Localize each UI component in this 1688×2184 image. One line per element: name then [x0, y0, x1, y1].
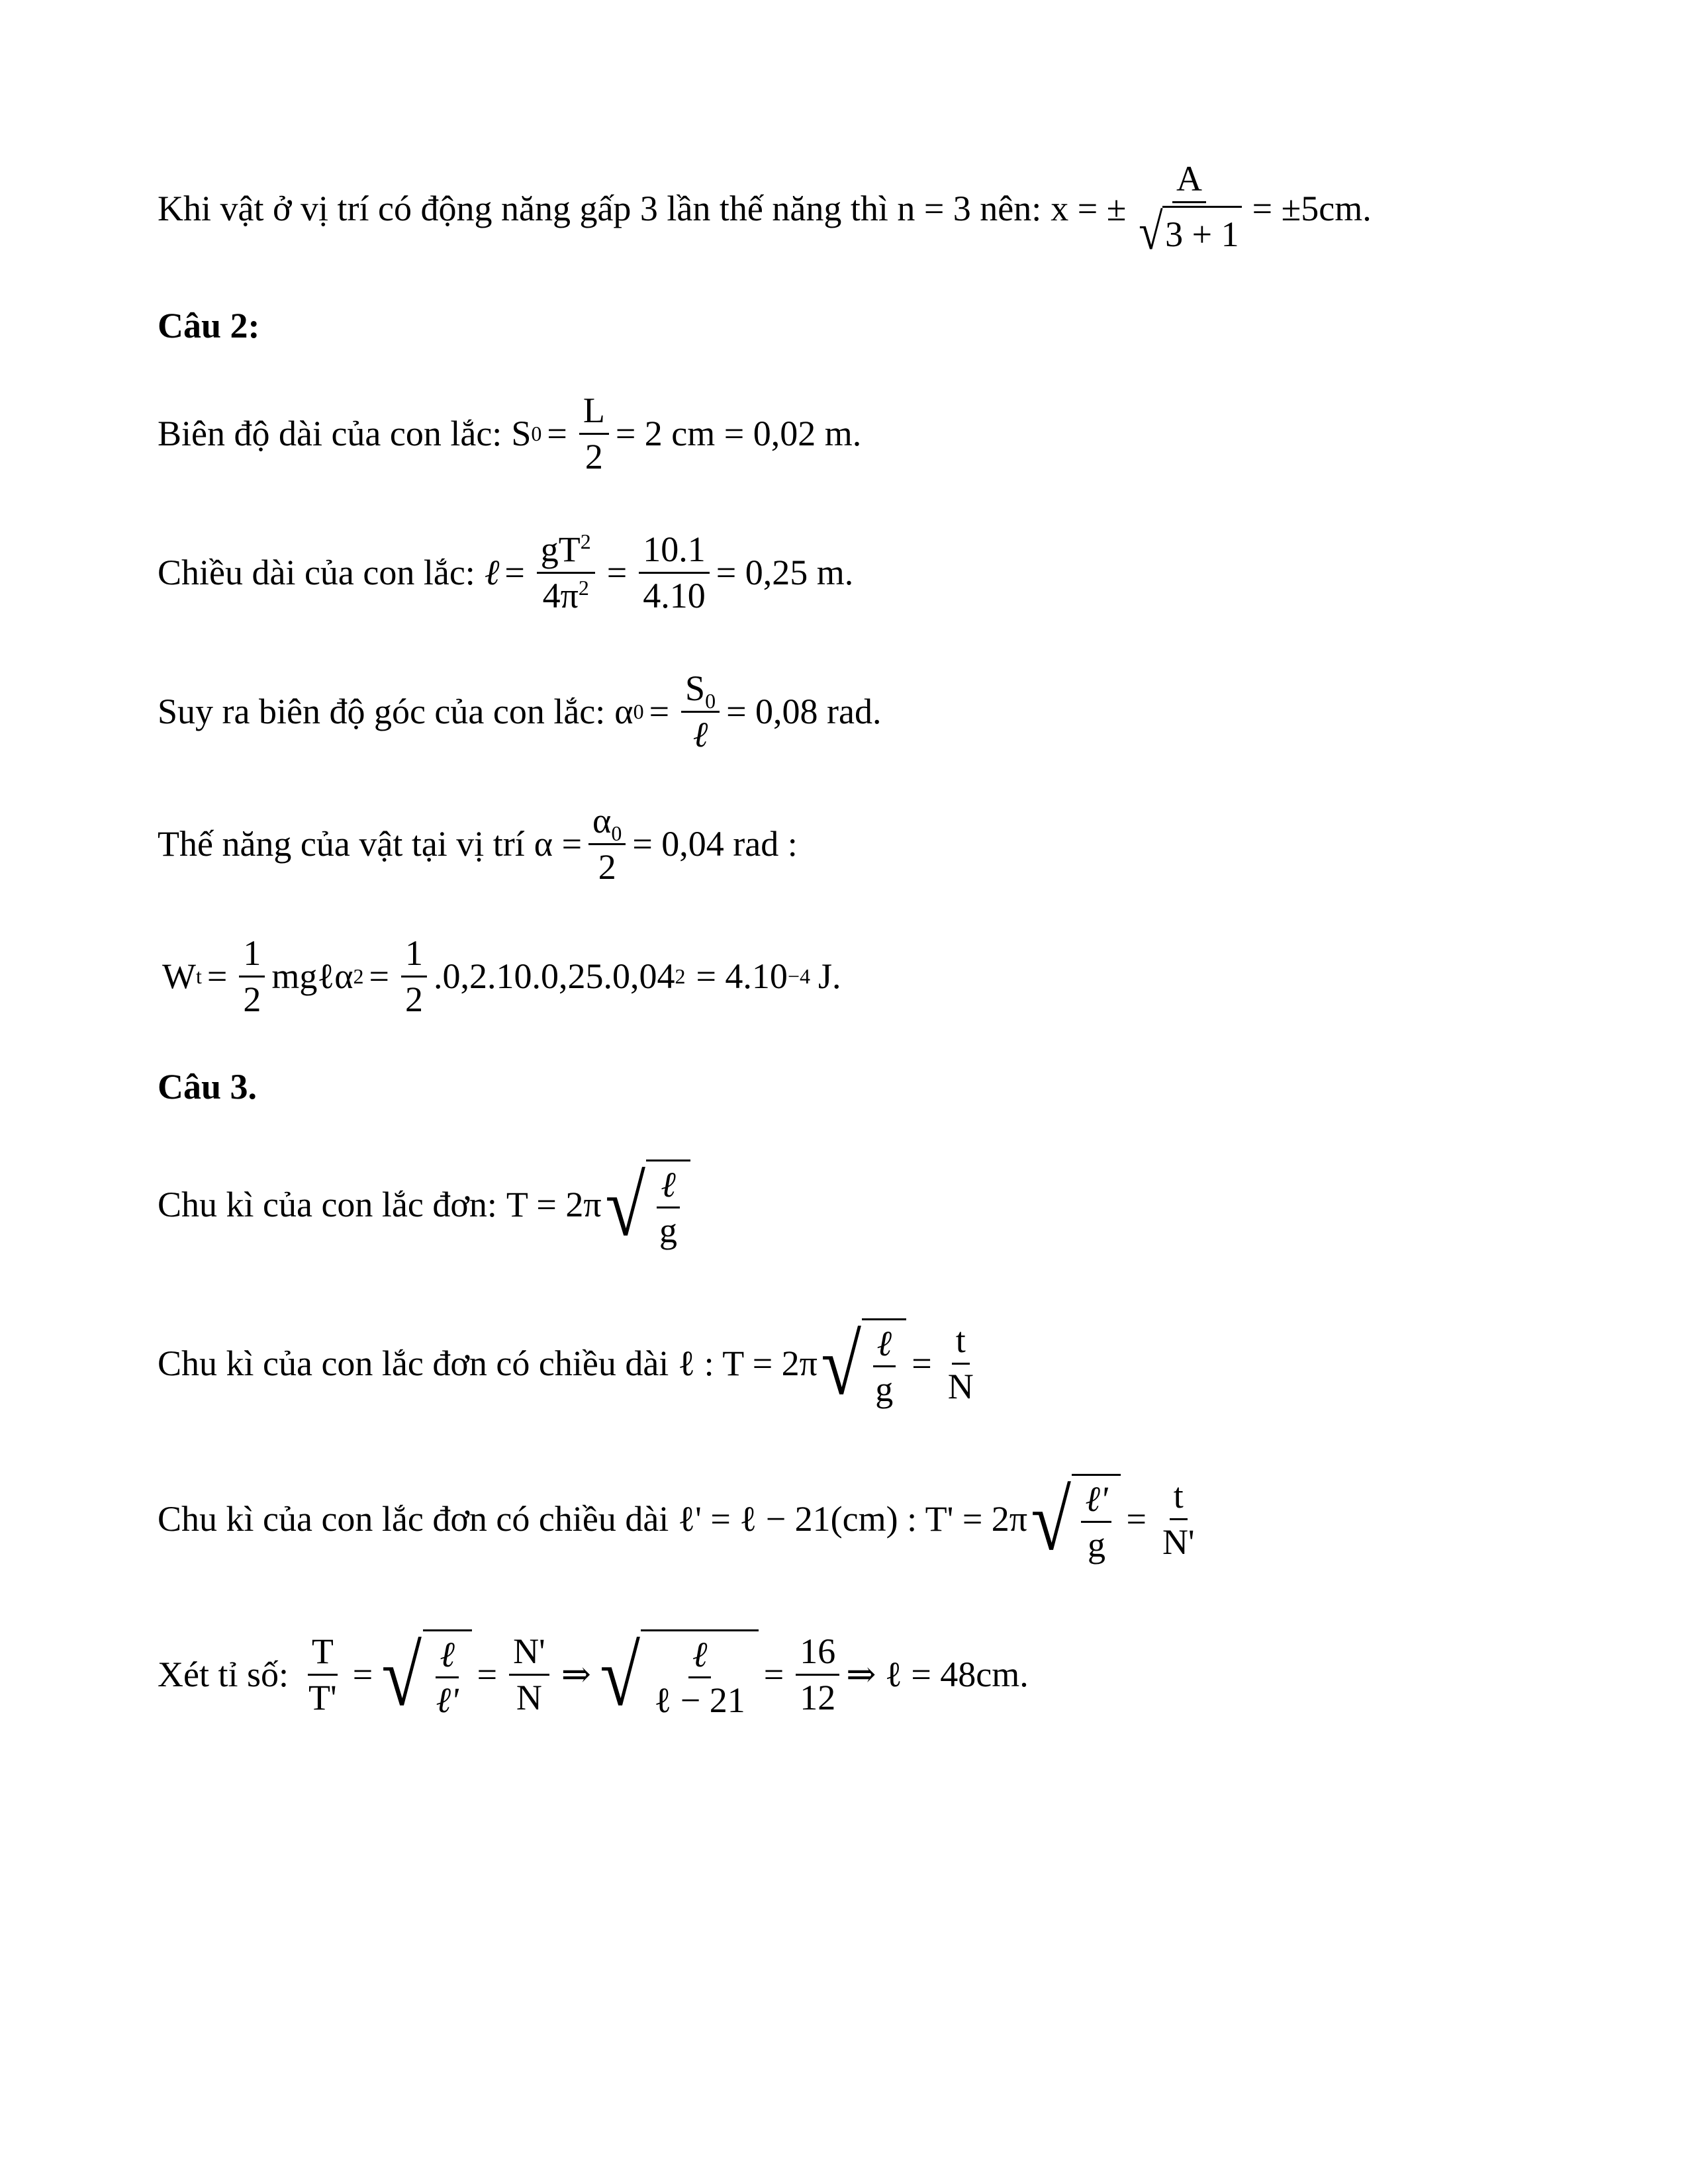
fraction: $\frac{\text{ℓ}}{g}$ — [655, 1165, 681, 1250]
line-amplitude: Biên độ dài của con lắc: S 0 = $\frac{L}{2}$ = 2 cm = 0,02 m. — [158, 390, 862, 477]
line-energy-position — [158, 159, 1372, 258]
line-potential-position: Thế năng của vật tại vị trí α = $\frac{\alpha_0}{2}$ = 0,04 rad : — [158, 801, 798, 887]
formula-period-l: ℓ : T = 2π √ $\frac{\text{ℓ}}{g}$ = $\frac{t}{N}$ — [678, 1318, 984, 1409]
formula-alpha0: α 0 = $\frac{S_0}{\text{ℓ}}$ = 0,08 rad. — [614, 668, 882, 754]
sqrt: √ $\frac{\text{ℓ}}{g}$ — [818, 1318, 906, 1409]
fraction: $\frac{1}{2}$ — [239, 934, 265, 1019]
fraction: $\frac{10.1}{4.10}$ — [639, 530, 710, 615]
formula-length: ℓ = $\frac{gT^2}{4\pi^2}$ = $\frac{10.1}{4.10}$ = 0,25 m. — [484, 529, 854, 615]
fraction: $\frac{\text{ℓ}}{g}$ — [871, 1324, 897, 1409]
fraction: $\frac{\alpha_0}{2}$ — [588, 801, 626, 886]
formula-period-l-prime: ℓ' = ℓ − 21(cm) : T' = 2π √ $\frac{\text{ℓ'}}{g}$ = $\frac{t}{N'}$ — [678, 1474, 1205, 1565]
sqrt: √ 3 + 1 — [1137, 206, 1241, 257]
line-potential-energy — [162, 927, 841, 1026]
line-angular-amplitude: Suy ra biên độ góc của con lắc: α 0 = $\frac{S_0}{\text{ℓ}}$ = 0,08 rad. — [158, 668, 882, 754]
formula-s0: S 0 = $\frac{L}{2}$ = 2 cm = 0,02 m. — [511, 390, 862, 477]
fraction: $\frac{16}{12}$ — [796, 1632, 839, 1717]
fraction: $\frac{T}{T'}$ — [308, 1631, 337, 1717]
sqrt: √ $\frac{\text{ℓ'}}{g}$ — [1027, 1474, 1121, 1565]
fraction: $\frac{t}{N'}$ — [1162, 1476, 1195, 1562]
fraction: $\frac{\text{ℓ}}{\text{ℓ − 21}}$ — [654, 1634, 745, 1720]
formula-period: T = 2π √ $\frac{\text{ℓ}}{g}$ — [506, 1160, 690, 1250]
formula-wt: W t = $\frac{1}{2}$ mgℓα 2 = $\frac{1}{2}$ .0,2.10.0,25.0,04 2 = 4.10 −4 J. — [162, 933, 841, 1019]
fraction: $\frac{t}{N}$ — [947, 1320, 974, 1406]
fraction: $\frac{\text{ℓ}}{\text{ℓ'}}$ — [436, 1634, 459, 1720]
sqrt: √ $\frac{\text{ℓ}}{g}$ — [602, 1160, 690, 1250]
fraction: $\frac{L}{2}$ — [579, 391, 609, 476]
heading-cau-2: Câu 2: — [158, 306, 260, 345]
fraction: $\frac{N'}{N}$ — [509, 1632, 549, 1717]
formula-ratio: $\frac{T}{T'}$ = √ $\frac{\text{ℓ}}{\text{ℓ'}}$ = $\frac{N'}{N}$ ⇒ √ $\frac{\text{ℓ}}{\text{ℓ − 21}}$ = $\frac{16}{12}$ ⇒ ℓ = 48cm. — [298, 1629, 1029, 1720]
line-period-l: Chu kì của con lắc đơn có chiều dài ℓ : T = 2π √ $\frac{\text{ℓ}}{g}$ = $\frac{t}{N}$ — [158, 1307, 984, 1420]
fraction: $\frac{1}{2}$ — [401, 934, 427, 1019]
line-period: Chu kì của con lắc đơn: T = 2π √ $\frac{\text{ℓ}}{g}$ — [158, 1148, 690, 1261]
line-ratio: Xét tỉ số: $\frac{T}{T'}$ = √ $\frac{\text{ℓ}}{\text{ℓ'}}$ = $\frac{N'}{N}$ ⇒ √ $\frac{\text{ℓ}}{\text{ℓ − 21}}$ = $\frac{16}{12}$ ⇒ ℓ = 48cm. — [158, 1629, 1029, 1725]
line-period-l-prime: Chu kì của con lắc đơn có chiều dài ℓ' = ℓ − 21(cm) : T' = 2π √ $\frac{\text{ℓ'}}{g}$ = $\frac{t}{N'}$ — [158, 1463, 1205, 1575]
formula-x: x = ± A √ 3 + 1 = ±5cm. — [1051, 159, 1372, 260]
fraction: $\frac{\text{ℓ'}}{g}$ — [1081, 1480, 1111, 1565]
sqrt: √ $\frac{\text{ℓ}}{\text{ℓ − 21}}$ — [596, 1629, 759, 1720]
line-length: Chiều dài của con lắc: ℓ = $\frac{gT^2}{4\pi^2}$ = $\frac{10.1}{4.10}$ = 0,25 m. — [158, 529, 854, 615]
formula-alpha: α = $\frac{\alpha_0}{2}$ = 0,04 rad : — [534, 801, 798, 887]
sqrt: √ $\frac{\text{ℓ}}{\text{ℓ'}}$ — [378, 1629, 471, 1720]
text: Khi vật ở vị trí có động năng gấp 3 lần thế năng thì n = 3 nên: — [158, 189, 1042, 228]
fraction: $\frac{S_0}{\text{ℓ}}$ — [681, 669, 720, 754]
fraction: A √ 3 + 1 — [1133, 159, 1245, 257]
heading-cau-3: Câu 3. — [158, 1067, 258, 1107]
fraction: $\frac{gT^2}{4\pi^2}$ — [537, 530, 595, 615]
